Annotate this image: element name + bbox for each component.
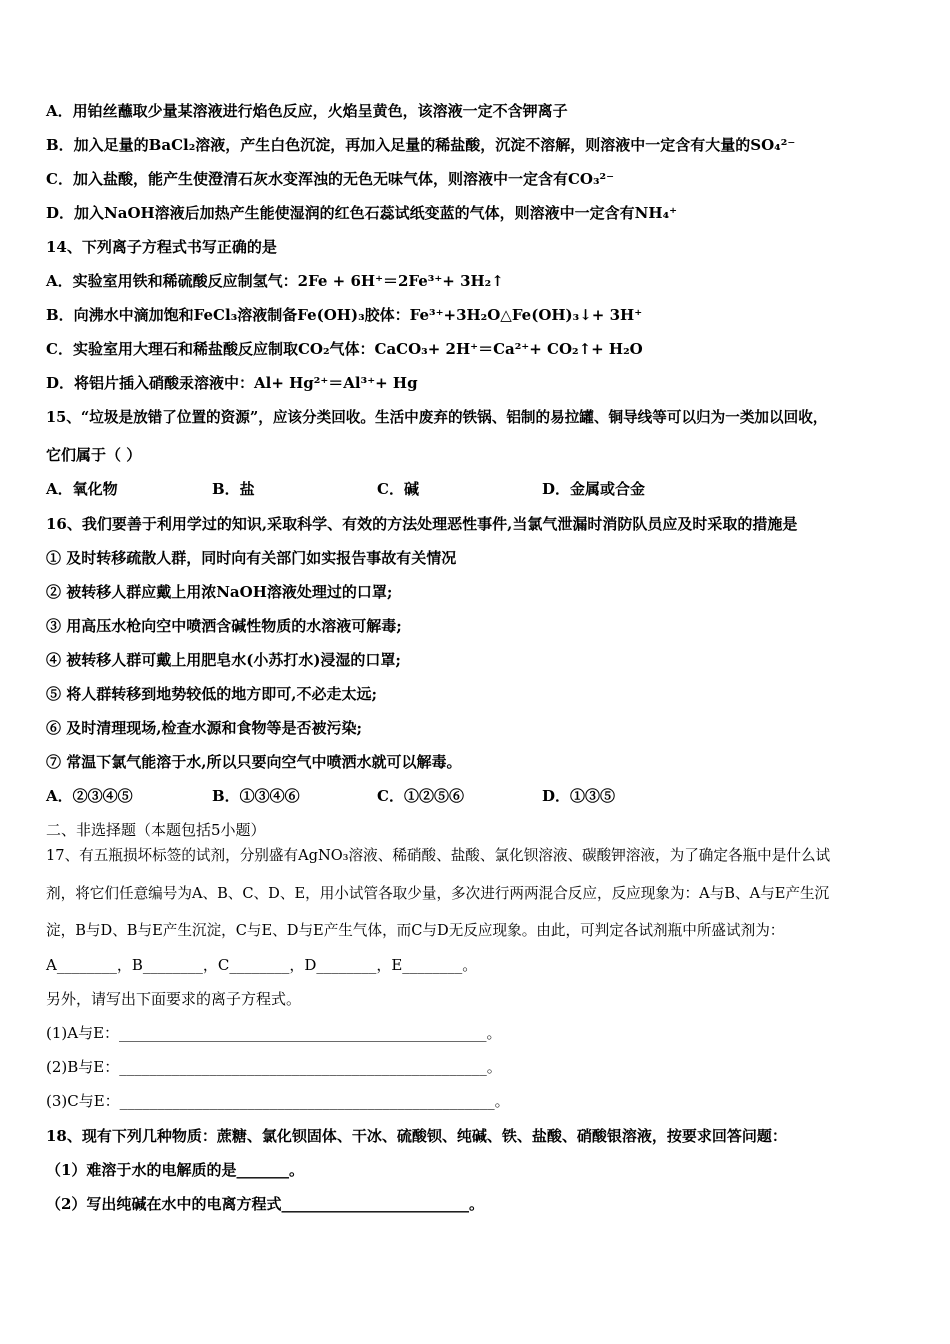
q13-option-a: A．用铂丝蘸取少量某溶液进行焰色反应，火焰呈黄色，该溶液一定不含钾离子 (46, 102, 568, 120)
q15-stem-line2: 它们属于（ ） (46, 446, 142, 464)
q16-item-1: ① 及时转移疏散人群，同时向有关部门如实报告事故有关情况 (46, 549, 457, 567)
q15-option-c: C．碱 (377, 480, 419, 498)
q16-item-3: ③ 用高压水枪向空中喷洒含碱性物质的水溶液可解毒; (46, 617, 402, 635)
q13-option-c: C．加入盐酸，能产生使澄清石灰水变浑浊的无色无味气体，则溶液中一定含有CO₃²⁻ (46, 170, 615, 188)
q16-item-2: ② 被转移人群应戴上用浓NaOH溶液处理过的口罩; (46, 583, 393, 601)
q13-option-b: B．加入足量的BaCl₂溶液，产生白色沉淀，再加入足量的稀盐酸，沉淀不溶解，则溶液中一定含有大量的SO₄²⁻ (46, 136, 796, 154)
q17-line3: 淀，B与D、B与E产生沉淀，C与E、D与E产生气体，而C与D无反应现象。由此，可判定各试剂瓶中所盛试剂为： (46, 922, 785, 939)
q16-item-5: ⑤ 将人群转移到地势较低的地方即可,不必走太远; (46, 685, 377, 703)
q15-option-a: A．氧化物 (46, 480, 118, 498)
q17-eq-2: (2)B与E：_________________________________________________。 (46, 1058, 502, 1076)
q15-option-b: B．盐 (212, 480, 255, 498)
q15-stem-line1: 15、“垃圾是放错了位置的资源”，应该分类回收。生活中废弃的铁锅、铝制的易拉罐、铜导线等可以归为一类加以回收， (46, 409, 828, 426)
q18-stem: 18、现有下列几种物质：蔗糖、氯化钡固体、干冰、硫酸钡、纯碱、铁、盐酸、硝酸银溶液，按要求回答问题： (46, 1127, 787, 1145)
q17-eq-3: (3)C与E：__________________________________________________。 (46, 1092, 510, 1110)
q16-option-c: C．①②⑤⑥ (377, 787, 464, 805)
q16-option-a: A．②③④⑤ (46, 787, 133, 805)
q13-option-d: D．加入NaOH溶液后加热产生能使湿润的红色石蕊试纸变蓝的气体，则溶液中一定含有NH₄⁺ (46, 204, 678, 222)
section-heading: 二、非选择题（本题包括5小题） (46, 821, 266, 839)
q14-stem: 14、下列离子方程式书写正确的是 (46, 238, 277, 256)
q16-option-d: D．①③⑤ (542, 787, 616, 805)
q16-item-7: ⑦ 常温下氯气能溶于水,所以只要向空气中喷洒水就可以解毒。 (46, 753, 462, 771)
q16-option-b: B．①③④⑥ (212, 787, 300, 805)
q16-item-4: ④ 被转移人群可戴上用肥皂水(小苏打水)浸湿的口罩; (46, 651, 401, 669)
q16-item-6: ⑥ 及时清理现场,检查水源和食物等是否被污染; (46, 719, 362, 737)
q17-eq-1: (1)A与E：_________________________________________________。 (46, 1024, 502, 1042)
q17-line1: 17、有五瓶损坏标签的试剂，分别盛有AgNO₃溶液、稀硝酸、盐酸、氯化钡溶液、碳酸钾溶液，为了确定各瓶中是什么试 (46, 847, 831, 864)
q14-option-b: B．向沸水中滴加饱和FeCl₃溶液制备Fe(OH)₃胶体：Fe³⁺+3H₂O△Fe(OH)₃↓+ 3H⁺ (46, 306, 643, 324)
q17-instruction: 另外，请写出下面要求的离子方程式。 (46, 990, 302, 1008)
q17-answer-blanks: A________，B________，C________，D________，E________。 (46, 956, 478, 974)
q16-stem: 16、我们要善于利用学过的知识,采取科学、有效的方法处理恶性事件,当氯气泄漏时消防队员应及时采取的措施是 (46, 515, 798, 533)
q14-option-c: C．实验室用大理石和稀盐酸反应制取CO₂气体：CaCO₃+ 2H⁺＝Ca²⁺+ CO₂↑+ H₂O (46, 340, 643, 358)
q18-part-2: （2）写出纯碱在水中的电离方程式_________________________。 (46, 1195, 484, 1213)
q17-line2: 剂，将它们任意编号为A、B、C、D、E，用小试管各取少量，多次进行两两混合反应，反应现象为：A与B、A与E产生沉 (46, 885, 830, 902)
q18-part-1: （1）难溶于水的电解质的是_______。 (46, 1161, 304, 1179)
q14-option-d: D．将铝片插入硝酸汞溶液中：Al+ Hg²⁺＝Al³⁺+ Hg (46, 374, 418, 392)
q15-option-d: D．金属或合金 (542, 480, 646, 498)
q14-option-a: A．实验室用铁和稀硫酸反应制氢气：2Fe + 6H⁺＝2Fe³⁺+ 3H₂↑ (46, 272, 504, 290)
